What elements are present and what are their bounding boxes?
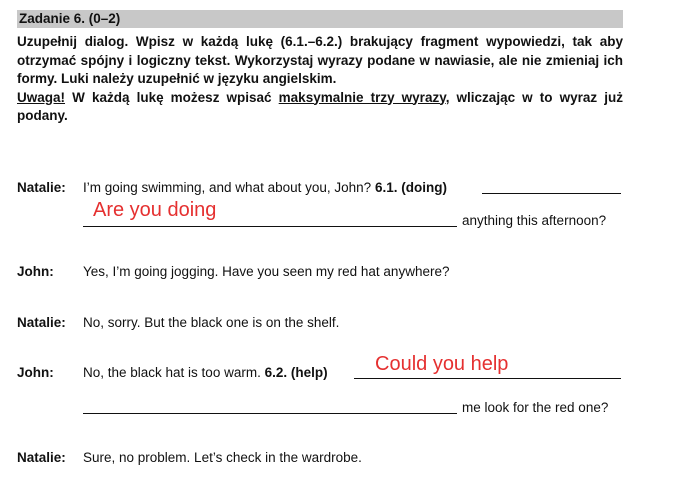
gap-6-1-line-a[interactable] bbox=[482, 193, 621, 194]
continuation-6-2: me look for the red one? bbox=[462, 400, 609, 415]
speaker-natalie-3: Natalie: bbox=[17, 450, 66, 465]
dialog-line-1 bbox=[83, 180, 447, 195]
note-underlined: maksymalnie trzy wyrazy bbox=[278, 89, 446, 105]
dialog-text-4: No, the black hat is too warm. bbox=[83, 365, 261, 380]
gap-6-2-line-b[interactable] bbox=[83, 413, 457, 414]
speaker-john-2: John: bbox=[17, 365, 54, 380]
instruction-text: Uzupełnij dialog. Wpisz w każdą lukę (6.1.–6.2.) brakujący fragment wypowiedzi, tak aby otrzymać spójny i logiczny tekst. Wykorzystaj wyrazy podane w nawiasie, ale nie zmieniaj ich formy. Luki należy uzupełnić w języku angielskim. bbox=[17, 34, 623, 86]
speaker-john-1: John: bbox=[17, 264, 54, 279]
dialog-text-2: Yes, I’m going jogging. Have you seen my red hat anywhere? bbox=[83, 264, 450, 279]
task-instructions bbox=[17, 33, 623, 126]
dialog-text-5: Sure, no problem. Let’s check in the wardrobe. bbox=[83, 450, 362, 465]
dialog-line-4 bbox=[83, 365, 328, 380]
dialog-text-3: No, sorry. But the black one is on the shelf. bbox=[83, 315, 340, 330]
speaker-natalie-2: Natalie: bbox=[17, 315, 66, 330]
gap-6-1-line-b[interactable] bbox=[83, 226, 457, 227]
gap-label-6-1: 6.1. (doing) bbox=[374, 180, 447, 195]
continuation-6-1: anything this afternoon? bbox=[462, 213, 607, 228]
note-label: Uwaga! bbox=[17, 89, 66, 105]
instruction-note bbox=[17, 89, 623, 126]
gap-label-6-2: 6.2. (help) bbox=[264, 365, 328, 380]
task-header bbox=[17, 10, 623, 28]
dialog-text-1: I’m going swimming, and what about you, John? bbox=[83, 180, 372, 195]
speaker-natalie-1: Natalie: bbox=[17, 180, 66, 195]
answer-6-2[interactable]: Could you help bbox=[375, 353, 509, 375]
note-after: , wliczając w to wyraz już podany. bbox=[17, 89, 623, 123]
gap-6-2-line-a[interactable] bbox=[354, 378, 621, 379]
answer-6-1[interactable]: Are you doing bbox=[93, 199, 217, 221]
task-title: Zadanie 6. (0–2) bbox=[19, 11, 121, 26]
note-before: W każdą lukę możesz wpisać bbox=[65, 89, 279, 105]
